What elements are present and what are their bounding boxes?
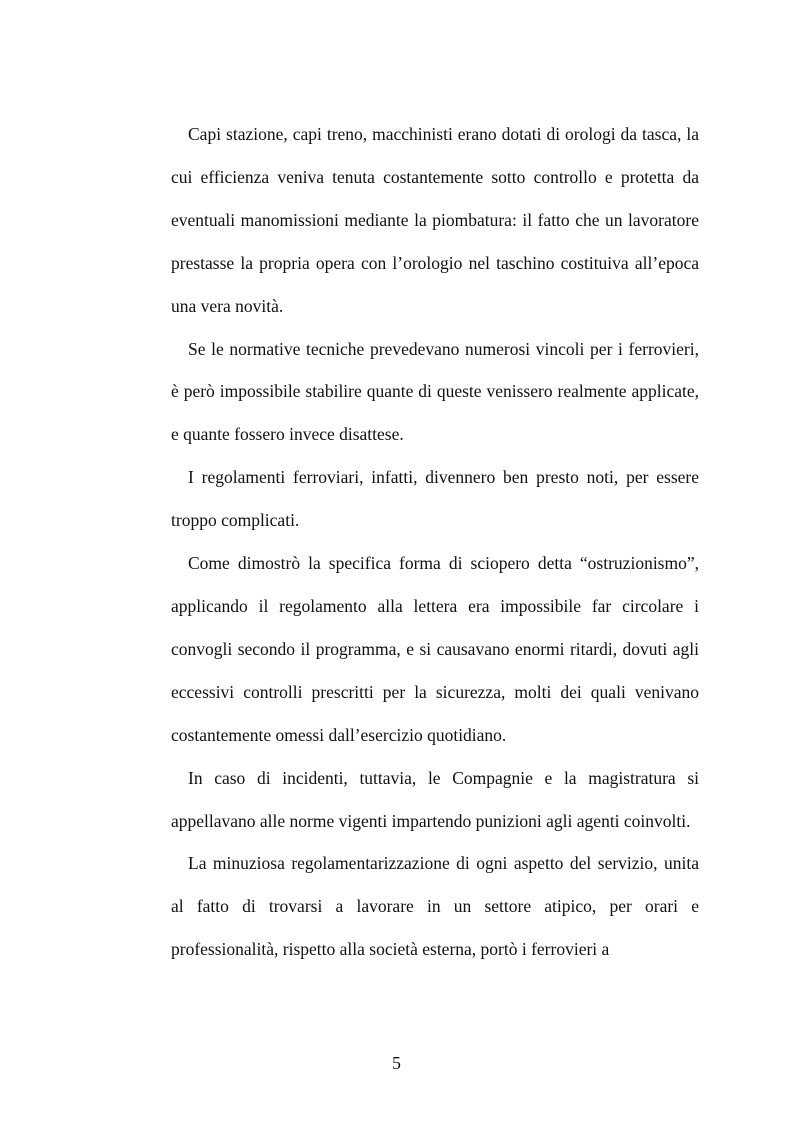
body-text: [171, 113, 699, 971]
paragraph-accidents: In caso di incidenti, tuttavia, le Compagnie e la magistratura si appellavano alle norme vigenti impartendo punizioni agli agenti coinvolti.: [171, 767, 699, 831]
page-number: 5: [392, 1053, 401, 1073]
paragraph-obstructionism: Come dimostrò la specifica forma di sciopero detta “ostruzionismo”, applicando il regolamento alla lettera era impossibile far circolare i convogli secondo il programma, e si causavano enormi ritardi, dovuti agli eccessivi controlli prescritti per la sicurezza, molti dei quali venivano costantemente omessi dall’esercizio quotidiano.: [171, 553, 699, 745]
paragraph-regulations: I regolamenti ferroviari, infatti, divennero ben presto noti, per essere troppo complicati.: [171, 467, 699, 531]
paragraph-technical-norms: Se le normative tecniche prevedevano numerosi vincoli per i ferrovieri, è però impossibile stabilire quante di queste venissero realmente applicate, e quante fossero invece disattese.: [171, 338, 699, 445]
paragraph-regulation-detail: La minuziosa regolamentarizzazione di ogni aspetto del servizio, unita al fatto di trovarsi a lavorare in un settore atipico, per orari e professionalità, rispetto alla società esterna, portò i ferrovieri a: [171, 853, 699, 960]
paragraph-pocket-watches: Capi stazione, capi treno, macchinisti erano dotati di orologi da tasca, la cui efficienza veniva tenuta costantemente sotto controllo e protetta da eventuali manomissioni mediante la piombatura: il fatto che un lavoratore prestasse la propria opera con l’orologio nel taschino costituiva all’epoca una vera novità.: [171, 124, 699, 316]
